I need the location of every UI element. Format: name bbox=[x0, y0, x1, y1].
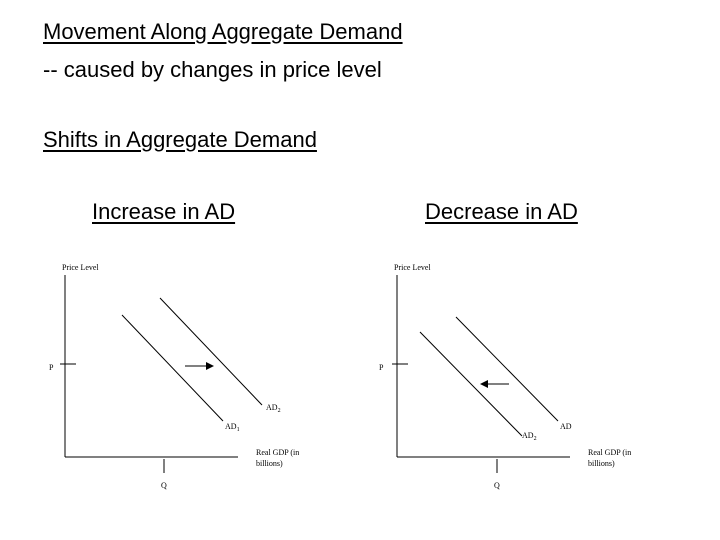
increase-in-ad-title: Increase in AD bbox=[92, 199, 236, 224]
increase-ad-graph bbox=[40, 255, 310, 495]
ad2-label: $AD_2$ bbox=[522, 431, 537, 442]
x-axis-label-line2: billions) bbox=[588, 459, 615, 468]
shifts-in-ad-title: Shifts in Aggregate Demand bbox=[43, 127, 317, 152]
p-label: P bbox=[379, 363, 384, 372]
y-axis-label: Price Level bbox=[394, 263, 431, 272]
q-label: Q bbox=[161, 481, 167, 490]
y-axis-label: Price Level bbox=[62, 263, 99, 272]
ad2-label: $AD_2$ bbox=[266, 403, 281, 414]
movement-cause-note: -- caused by changes in price level bbox=[43, 57, 382, 82]
q-label: Q bbox=[494, 481, 500, 490]
x-axis-label-line2: billions) bbox=[256, 459, 283, 468]
p-label: P bbox=[49, 363, 54, 372]
movement-along-ad-title: Movement Along Aggregate Demand bbox=[43, 19, 403, 44]
ad-curve bbox=[456, 317, 558, 421]
ad2-curve bbox=[160, 298, 262, 405]
ad1-label: $AD_1$ bbox=[225, 422, 240, 433]
ad1-curve bbox=[122, 315, 223, 421]
decrease-ad-graph bbox=[372, 255, 642, 495]
x-axis-label-line1: Real GDP (in bbox=[588, 448, 632, 457]
decrease-in-ad-title: Decrease in AD bbox=[425, 199, 578, 224]
x-axis-label-line1: Real GDP (in bbox=[256, 448, 300, 457]
ad-label: AD bbox=[560, 422, 572, 431]
